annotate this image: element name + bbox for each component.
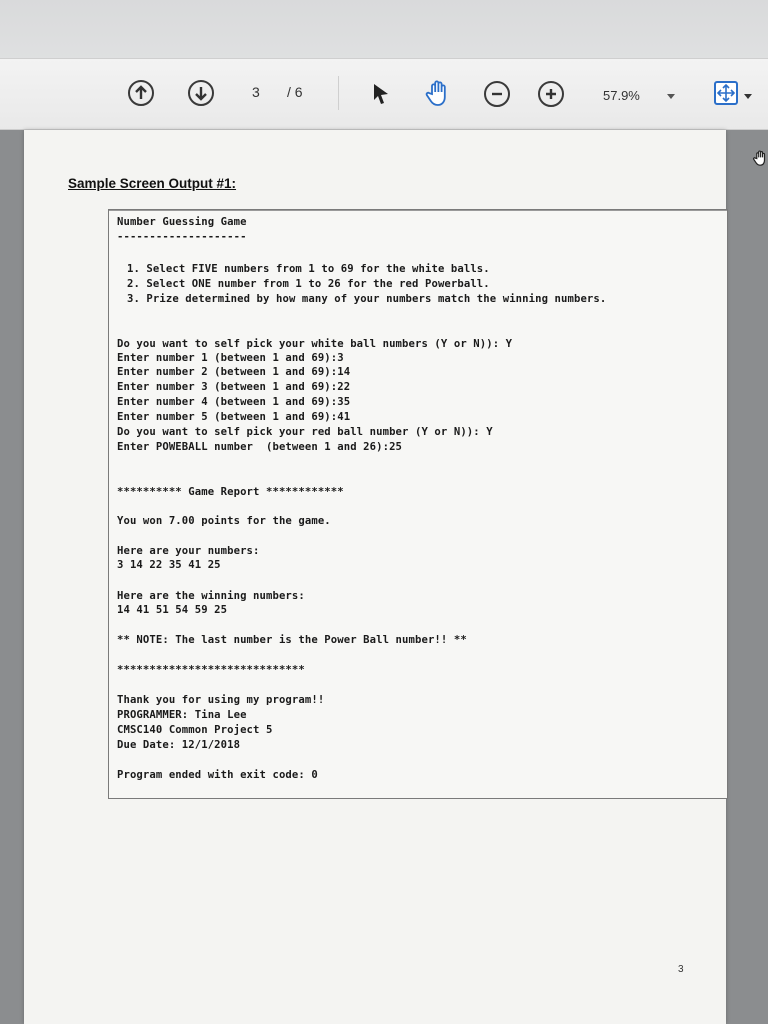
- console-line: Do you want to self pick your red ball number (Y or N)): Y: [117, 426, 493, 438]
- console-line: CMSC140 Common Project 5: [117, 724, 273, 736]
- console-line: ** NOTE: The last number is the Power Ball number!! **: [117, 634, 467, 646]
- console-line: Number Guessing Game: [117, 216, 247, 228]
- console-line: Enter POWEBALL number (between 1 and 26):25: [117, 441, 403, 453]
- console-line: 2. Select ONE number from 1 to 26 for the red Powerball.: [127, 278, 490, 290]
- console-line: Program ended with exit code: 0: [117, 769, 318, 781]
- console-line: Here are your numbers:: [117, 545, 260, 557]
- select-arrow-icon[interactable]: [372, 82, 390, 106]
- section-heading: Sample Screen Output #1:: [68, 176, 237, 191]
- zoom-in-icon[interactable]: [538, 81, 564, 107]
- console-line: Do you want to self pick your white ball numbers (Y or N)): Y: [117, 338, 513, 350]
- hand-cursor-icon: [752, 148, 768, 168]
- page-footer-number: 3: [678, 964, 684, 975]
- zoom-level-select[interactable]: 57.9%: [603, 88, 640, 103]
- console-line: PROGRAMMER: Tina Lee: [117, 709, 247, 721]
- console-line: Due Date: 12/1/2018: [117, 739, 241, 751]
- page-total-label: / 6: [287, 84, 303, 100]
- console-top-border: [109, 210, 727, 211]
- toolbar-divider: [338, 76, 339, 110]
- console-line: Here are the winning numbers:: [117, 590, 305, 602]
- chevron-down-icon[interactable]: [667, 94, 675, 99]
- console-line: 1. Select FIVE numbers from 1 to 69 for the white balls.: [127, 263, 490, 275]
- next-page-icon[interactable]: [188, 80, 214, 106]
- console-line: Enter number 1 (between 1 and 69):3: [117, 352, 344, 364]
- console-line: Enter number 3 (between 1 and 69):22: [117, 381, 351, 393]
- console-line: Enter number 5 (between 1 and 69):41: [117, 411, 351, 423]
- console-line: ********** Game Report ************: [117, 486, 344, 498]
- prev-page-icon[interactable]: [128, 80, 154, 106]
- console-line: Enter number 4 (between 1 and 69):35: [117, 396, 351, 408]
- fit-page-icon[interactable]: [714, 81, 738, 105]
- console-line: Enter number 2 (between 1 and 69):14: [117, 366, 351, 378]
- hand-tool-icon[interactable]: [424, 78, 454, 108]
- console-line: *****************************: [117, 664, 305, 676]
- console-line: Thank you for using my program!!: [117, 694, 325, 706]
- page-number-input[interactable]: 3: [252, 84, 260, 100]
- chevron-down-icon[interactable]: [744, 94, 752, 99]
- console-line: 14 41 51 54 59 25: [117, 604, 228, 616]
- console-line: You won 7.00 points for the game.: [117, 515, 331, 527]
- console-line: 3 14 22 35 41 25: [117, 559, 221, 571]
- console-line: --------------------: [117, 231, 247, 243]
- zoom-out-icon[interactable]: [484, 81, 510, 107]
- console-line: 3. Prize determined by how many of your numbers match the winning numbers.: [127, 293, 607, 305]
